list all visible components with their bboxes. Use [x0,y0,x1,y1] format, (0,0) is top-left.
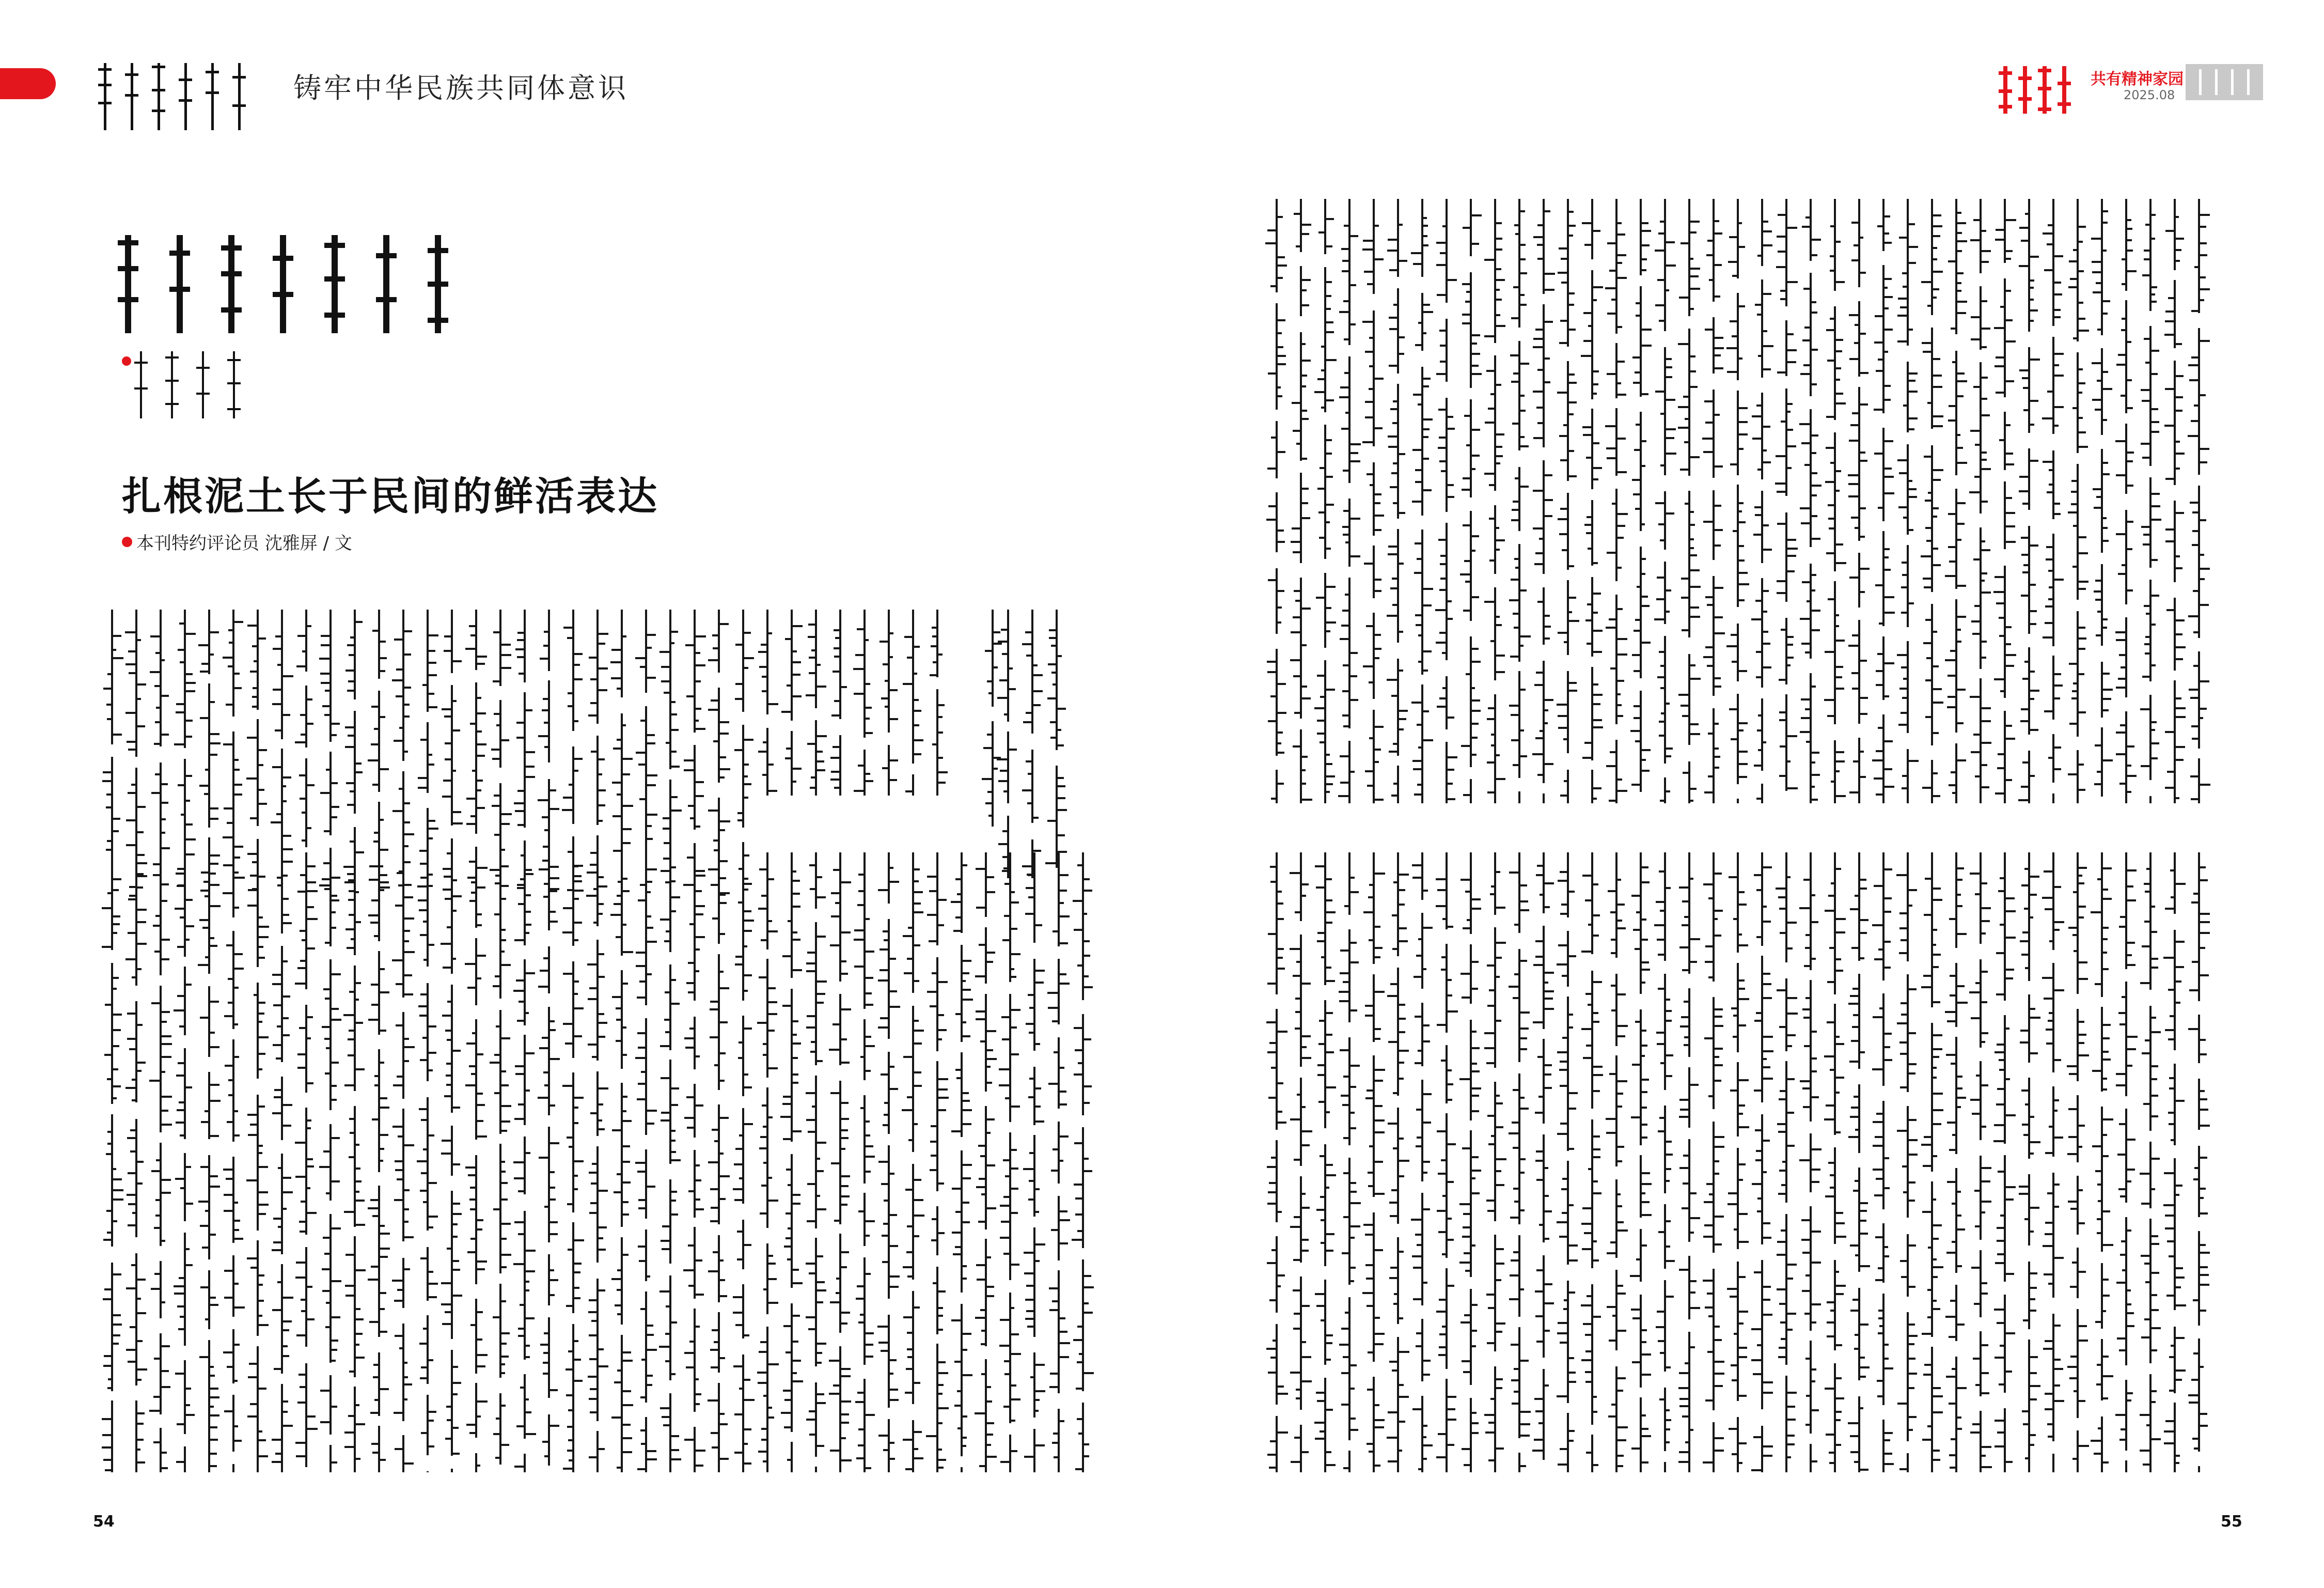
script-column [683,852,706,1472]
script-column [538,852,560,1472]
script-column [1411,199,1434,803]
header-title: 铸牢中华民族共同体意识 [293,72,629,104]
script-column [416,852,439,1472]
script-column [1484,199,1506,803]
script-column [1605,199,1628,803]
script-column [1387,199,1409,803]
script-column [1411,852,1434,1472]
script-column [1678,199,1701,803]
script-column [1751,199,1773,803]
script-column [950,852,973,1472]
script-column [2139,199,2162,803]
script-column [756,610,779,796]
page-number-left: 54 [93,1513,115,1531]
script-column [1435,852,1458,1472]
script-column [368,852,390,1472]
script-column [1896,852,1919,1472]
script-column [1435,199,1458,803]
script-column [1605,852,1628,1472]
script-column [1993,199,2016,803]
script-column [2042,199,2065,803]
article-title: 扎根泥土长于民间的鲜活表达 [122,473,659,519]
script-column [1484,852,1506,1472]
script-column [2091,852,2113,1472]
script-column [1314,199,1337,803]
script-column [489,852,512,1472]
script-column [1629,852,1652,1472]
script-column [1678,852,1701,1472]
script-column [174,852,196,1472]
script-column [1751,852,1773,1472]
script-column [222,852,245,1472]
script-column [975,852,997,1472]
script-column [1702,199,1725,803]
script-column [1047,852,1070,1472]
script-column [635,852,657,1472]
script-column [1045,610,1068,878]
script-column [295,852,318,1472]
script-column [1338,852,1361,1472]
script-column [2139,852,2162,1472]
script-column [1532,199,1555,803]
mongolian-byline [134,351,241,418]
script-column [829,852,852,1472]
mongolian-article-title [118,235,448,333]
script-column [659,852,682,1472]
script-column [1921,852,1943,1472]
script-column [1508,852,1531,1472]
script-column [999,852,1022,1472]
script-column [101,852,123,1472]
script-column [780,610,803,796]
header-mongolian-title [98,63,246,130]
script-column [198,852,221,1472]
script-column [1532,852,1555,1472]
script-column [853,852,876,1472]
script-column [1557,199,1579,803]
script-column [271,852,293,1472]
script-column [829,610,852,796]
script-column [1945,852,1968,1472]
script-column [1072,852,1094,1472]
script-column [1848,852,1871,1472]
script-column [586,852,609,1472]
script-column [805,852,827,1472]
script-column [805,610,827,796]
script-column [1945,199,1968,803]
script-column [926,852,949,1472]
script-column [2188,199,2210,803]
script-column [1581,199,1604,803]
author-marker [122,537,132,547]
script-column [1581,852,1604,1472]
script-column [1459,852,1482,1472]
script-column [877,852,900,1472]
script-column [1775,852,1798,1472]
script-column [1799,199,1822,803]
script-column [1362,852,1385,1472]
script-column [1726,852,1749,1472]
script-column [149,852,172,1472]
script-column [610,852,633,1472]
script-column [1824,199,1846,803]
script-column [1265,199,1288,803]
script-column [1557,852,1579,1472]
script-column [319,852,342,1472]
script-column [2115,852,2138,1472]
script-column [1921,199,1943,803]
script-column [732,852,755,1472]
magazine-badge [2186,64,2263,100]
script-column [2018,199,2040,803]
script-column [2115,199,2138,803]
script-column [1362,199,1385,803]
script-column [1848,199,1871,803]
page-number-right: 55 [2221,1513,2242,1531]
script-column [1459,199,1482,803]
script-column [1023,852,1046,1472]
script-column [1969,852,1992,1472]
script-column [1872,199,1895,803]
script-column [1508,199,1531,803]
script-column [125,852,148,1472]
script-column [246,852,269,1472]
script-column [1021,610,1044,878]
script-column [465,852,488,1472]
script-column [981,610,1004,827]
script-column [392,852,415,1472]
script-column [1265,852,1288,1472]
script-column [902,852,924,1472]
script-column [902,610,924,796]
script-column [2066,852,2089,1472]
author-line [122,529,352,554]
script-column [2163,852,2186,1472]
script-column [877,610,900,796]
script-column [2042,852,2065,1472]
author-text: 本刊特约评论员 沈雅屏 / 文 [136,533,352,554]
script-column [2066,199,2089,803]
script-column [2091,199,2113,803]
script-column [1290,199,1312,803]
script-column [1872,852,1895,1472]
script-column [343,852,366,1472]
script-column [853,610,876,796]
script-column [780,852,803,1472]
script-column [1969,199,1992,803]
script-column [756,852,779,1472]
script-column [926,610,949,796]
script-column [1629,199,1652,803]
script-column [2188,852,2210,1472]
script-column [708,852,730,1472]
script-column [562,852,585,1472]
issue-date: 2025.08 [2124,88,2175,102]
script-column [1654,199,1676,803]
script-column [2018,852,2040,1472]
script-column [1654,852,1676,1472]
section-tab-marker [0,68,56,99]
script-column [1387,852,1409,1472]
script-column [1290,852,1312,1472]
byline-marker [122,356,131,366]
script-column [1993,852,2016,1472]
brand-name: 共有精神家园 [2091,70,2184,88]
script-column [1338,199,1361,803]
script-column [1799,852,1822,1472]
brand-mongolian-logo [1999,66,2071,114]
script-column [1824,852,1846,1472]
script-column [513,852,536,1472]
script-column [1314,852,1337,1472]
script-column [1896,199,1919,803]
script-column [441,852,463,1472]
script-column [1702,852,1725,1472]
script-column [1775,199,1798,803]
script-column [1726,199,1749,803]
script-column [2163,199,2186,803]
